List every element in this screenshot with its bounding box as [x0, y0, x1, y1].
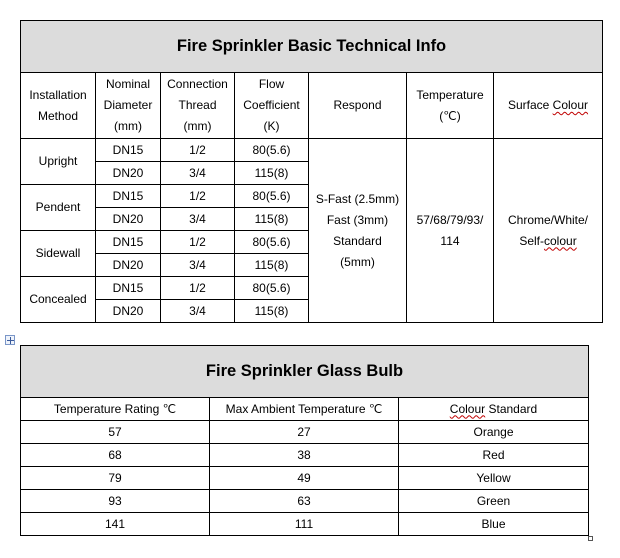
cell-thread: 1/2 [161, 277, 235, 300]
method-upright: Upright [21, 139, 96, 185]
cell-thread: 3/4 [161, 300, 235, 323]
table-title: Fire Sprinkler Basic Technical Info [21, 21, 603, 73]
header-nominal-diameter: Nominal Diameter (mm) [96, 73, 161, 139]
cell-rating: 141 [21, 513, 210, 536]
cell-flow: 80(5.6) [235, 231, 309, 254]
table-row [21, 513, 589, 536]
cell-ambient: 111 [210, 513, 399, 536]
cell-rating: 79 [21, 467, 210, 490]
cell-flow: 80(5.6) [235, 277, 309, 300]
cell-rating: 68 [21, 444, 210, 467]
header-temperature: Temperature (℃) [407, 73, 494, 139]
cell-ambient: 27 [210, 421, 399, 444]
cell-flow: 115(8) [235, 254, 309, 277]
header-max-ambient-temperature: Max Ambient Temperature ℃ [210, 398, 399, 421]
cell-colour: Blue [399, 513, 589, 536]
cell-flow: 115(8) [235, 208, 309, 231]
cell-diameter: DN15 [96, 185, 161, 208]
cell-colour: Yellow [399, 467, 589, 490]
cell-diameter: DN15 [96, 231, 161, 254]
cell-colour: Green [399, 490, 589, 513]
cell-flow: 115(8) [235, 162, 309, 185]
cell-diameter: DN20 [96, 162, 161, 185]
method-pendent: Pendent [21, 185, 96, 231]
header-surface-colour: Surface Colour [494, 73, 603, 139]
cell-flow: 115(8) [235, 300, 309, 323]
move-cross-icon[interactable] [5, 335, 15, 345]
respond-values: S-Fast (2.5mm) Fast (3mm) Standard (5mm) [309, 139, 407, 323]
cell-flow: 80(5.6) [235, 139, 309, 162]
table-row [21, 444, 589, 467]
header-flow-coefficient: Flow Coefficient (K) [235, 73, 309, 139]
method-sidewall: Sidewall [21, 231, 96, 277]
cell-ambient: 38 [210, 444, 399, 467]
table-row [21, 467, 589, 490]
cell-thread: 3/4 [161, 254, 235, 277]
cell-diameter: DN15 [96, 139, 161, 162]
cell-thread: 3/4 [161, 208, 235, 231]
cell-ambient: 63 [210, 490, 399, 513]
basic-technical-info-table [20, 20, 603, 323]
header-temperature-rating: Temperature Rating ℃ [21, 398, 210, 421]
header-colour-standard: Colour Standard [399, 398, 589, 421]
surface-colour-values: Chrome/White/ Self-colour [494, 139, 603, 323]
cell-rating: 57 [21, 421, 210, 444]
cell-thread: 3/4 [161, 162, 235, 185]
table-title: Fire Sprinkler Glass Bulb [21, 346, 589, 398]
cell-flow: 80(5.6) [235, 185, 309, 208]
resize-square-icon[interactable] [588, 536, 593, 541]
method-concealed: Concealed [21, 277, 96, 323]
header-respond: Respond [309, 73, 407, 139]
cell-thread: 1/2 [161, 185, 235, 208]
glass-bulb-table [20, 345, 589, 536]
cell-diameter: DN20 [96, 300, 161, 323]
cell-thread: 1/2 [161, 139, 235, 162]
table-row [21, 421, 589, 444]
header-installation-method: Installation Method [21, 73, 96, 139]
cell-diameter: DN20 [96, 208, 161, 231]
temperature-values: 57/68/79/93/ 114 [407, 139, 494, 323]
cell-ambient: 49 [210, 467, 399, 490]
cell-colour: Orange [399, 421, 589, 444]
table-row [21, 490, 589, 513]
header-connection-thread: Connection Thread (mm) [161, 73, 235, 139]
cell-thread: 1/2 [161, 231, 235, 254]
cell-diameter: DN15 [96, 277, 161, 300]
cell-diameter: DN20 [96, 254, 161, 277]
cell-colour: Red [399, 444, 589, 467]
cell-rating: 93 [21, 490, 210, 513]
